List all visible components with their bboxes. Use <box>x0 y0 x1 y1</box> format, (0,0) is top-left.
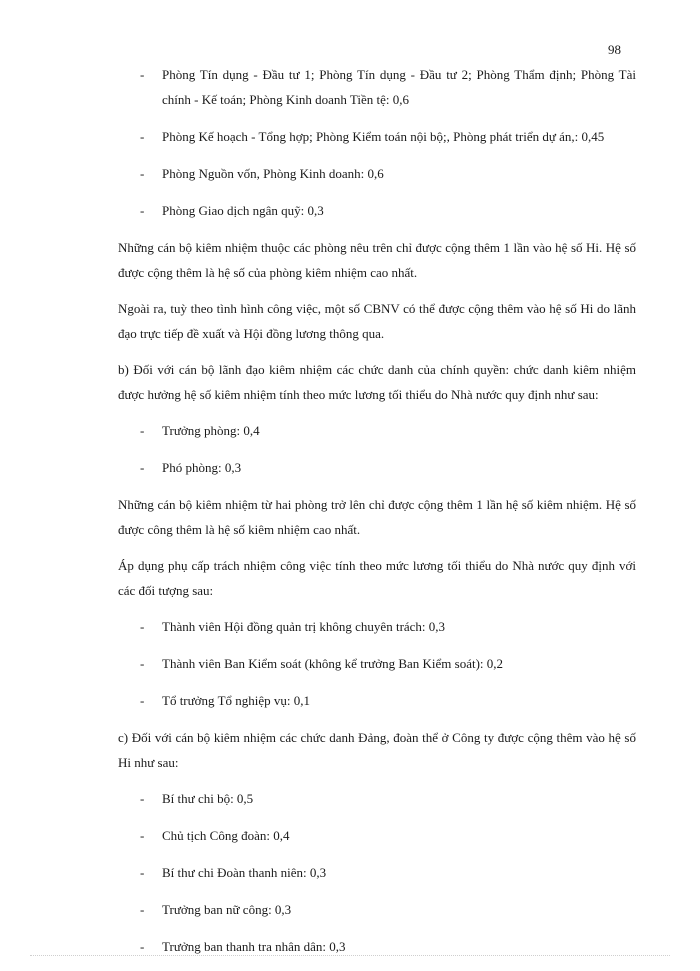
list-item-text: Chủ tịch Công đoàn: 0,4 <box>162 828 290 843</box>
bullet-dash: - <box>140 166 145 181</box>
list-item <box>118 124 636 149</box>
page-content <box>118 62 636 971</box>
list-item <box>118 897 636 922</box>
paragraph: c) Đối với cán bộ kiêm nhiệm các chức danh Đảng, đoàn thể ở Công ty được cộng thêm vào hệ số Hi như sau: <box>118 730 636 770</box>
bullet-dash: - <box>140 828 145 843</box>
list-item <box>118 198 636 223</box>
paragraph: Những cán bộ kiêm nhiệm thuộc các phòng nêu trên chỉ được cộng thêm 1 lần vào hệ số Hi. Hệ số được cộng thêm là hệ số của phòng kiêm nhiệm cao nhất. <box>118 240 636 280</box>
list-item-text: Thành viên Hội đồng quản trị không chuyên trách: 0,3 <box>162 619 446 634</box>
list-item-text: Trưởng ban thanh tra nhân dân: 0,3 <box>162 939 346 954</box>
bullet-dash: - <box>140 656 145 671</box>
bullet-dash: - <box>140 67 145 82</box>
list-item-text: Tổ trưởng Tổ nghiệp vụ: 0,1 <box>162 693 311 708</box>
list-item-text: Trưởng phòng: 0,4 <box>162 423 260 438</box>
list-item-text: Phó phòng: 0,3 <box>162 460 242 475</box>
bullet-dash: - <box>140 129 145 144</box>
list-item-text: Bí thư chi bộ: 0,5 <box>162 791 254 806</box>
paragraph: Những cán bộ kiêm nhiệm từ hai phòng trở lên chỉ được cộng thêm 1 lần hệ số kiêm nhiệm. Hệ số được công thêm là hệ số kiêm nhiệm cao nhất. <box>118 497 636 537</box>
list-item-text: Bí thư chi Đoàn thanh niên: 0,3 <box>162 865 327 880</box>
list-item-text: Phòng Kế hoạch - Tổng hợp; Phòng Kiểm toán nội bộ;, Phòng phát triển dự án,: 0,45 <box>162 129 605 144</box>
list-item <box>118 614 636 639</box>
list-item <box>118 860 636 885</box>
bullet-dash: - <box>140 865 145 880</box>
list-item <box>118 161 636 186</box>
bullet-dash: - <box>140 693 145 708</box>
paragraph: Áp dụng phụ cấp trách nhiệm công việc tính theo mức lương tối thiểu do Nhà nước quy định với các đối tượng sau: <box>118 558 636 598</box>
list-item-text: Trưởng ban nữ công: 0,3 <box>162 902 292 917</box>
list-item-text: Phòng Tín dụng - Đầu tư 1; Phòng Tín dụng - Đầu tư 2; Phòng Thẩm định; Phòng Tài chính - Kế toán; Phòng Kinh doanh Tiền tệ: 0,6 <box>162 67 636 107</box>
list-item <box>118 62 636 112</box>
paragraph: b) Đối với cán bộ lãnh đạo kiêm nhiệm các chức danh của chính quyền: chức danh kiêm nhiệm được hưởng hệ số kiêm nhiệm tính theo mức lương tối thiểu do Nhà nước quy định như sau: <box>118 362 636 402</box>
list-item <box>118 418 636 443</box>
paragraph: Ngoài ra, tuỳ theo tình hình công việc, một số CBNV có thể được cộng thêm vào hệ số Hi do lãnh đạo trực tiếp đề xuất và Hội đồng lương thông qua. <box>118 301 636 341</box>
bullet-dash: - <box>140 939 145 954</box>
list-item-text: Phòng Nguồn vốn, Phòng Kinh doanh: 0,6 <box>162 166 384 181</box>
bullet-dash: - <box>140 423 145 438</box>
page-number: 98 <box>608 42 621 57</box>
bullet-dash: - <box>140 791 145 806</box>
list-item <box>118 786 636 811</box>
bullet-dash: - <box>140 619 145 634</box>
list-item <box>118 651 636 676</box>
list-item <box>118 688 636 713</box>
bullet-dash: - <box>140 460 145 475</box>
list-item-text: Thành viên Ban Kiểm soát (không kể trưởng Ban Kiểm soát): 0,2 <box>162 656 504 671</box>
list-item <box>118 455 636 480</box>
bullet-dash: - <box>140 902 145 917</box>
page-bottom-border <box>30 955 670 956</box>
list-item-text: Phòng Giao dịch ngân quỹ: 0,3 <box>162 203 324 218</box>
bullet-dash: - <box>140 203 145 218</box>
list-item <box>118 823 636 848</box>
